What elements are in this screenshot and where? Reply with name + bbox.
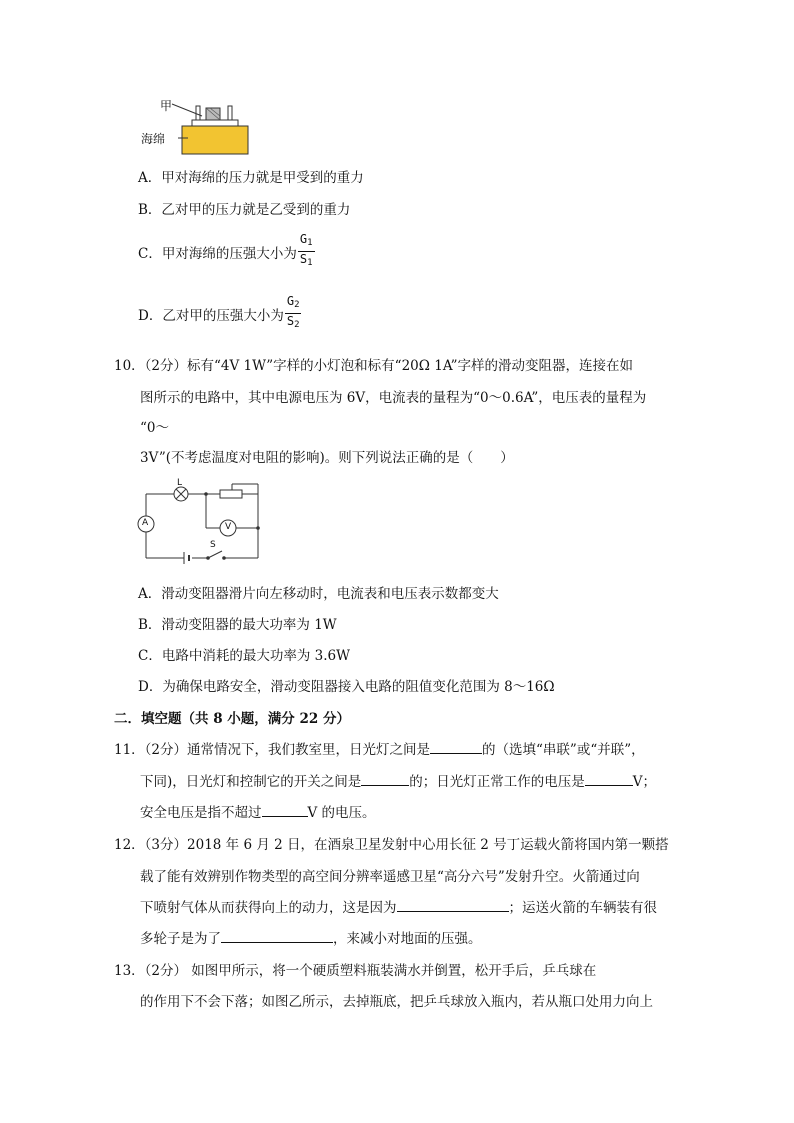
q10-line-4: 3V”(不考虑温度对电阻的影响)。则下列说法正确的是（ ） [140, 450, 514, 466]
q9-c-denominator: S [299, 252, 308, 266]
section-title: 二．填空题（共 8 小题，满分 22 分） [114, 711, 350, 727]
q11-line-3 [140, 801, 376, 821]
q12-line-3 [140, 896, 657, 916]
q12-text-4a: 多轮子是为了 [140, 931, 221, 947]
q12-text-4b: ，来减小对地面的压强。 [333, 931, 482, 947]
q12-line-1: 12．（3分）2018 年 6 月 2 日，在酒泉卫星发射中心用长征 2 号丁运载火箭将国内第一颗搭 [114, 837, 669, 853]
q9-option-d [138, 294, 301, 333]
q11-line-2 [140, 770, 656, 790]
q9-option-c [138, 232, 315, 271]
q11-text-3a: 安全电压是指不超过 [140, 805, 262, 821]
q10-line-1: 10．（2分）标有“4V 1W”字样的小灯泡和标有“20Ω 1A”字样的滑动变阻器，连接在如 [114, 358, 633, 374]
q9-c-denominator-sub: 1 [307, 258, 313, 268]
q11-line-1 [114, 738, 645, 758]
q9-c-numerator-sub: 1 [307, 238, 313, 248]
q10-option-d: D．为确保电路安全，滑动变阻器接入电路的阻值变化范围为 8～16Ω [138, 679, 555, 695]
q11-text-1a: 11．（2分）通常情况下，我们教室里，日光灯之间是 [114, 742, 431, 758]
circuit-label-a: A [142, 518, 149, 528]
q11-text-2c: V； [632, 774, 657, 790]
figure-label-jia: 甲 [160, 99, 173, 113]
q9-option-d-fraction [285, 294, 302, 333]
q10-option-b: B．滑动变阻器的最大功率为 1W [138, 617, 337, 633]
q9-option-b: B．乙对甲的压力就是乙受到的重力 [138, 202, 351, 218]
circuit-label-l: L [177, 478, 183, 488]
q13-line-1: 13．（2分） 如图甲所示，将一个硬质塑料瓶装满水并倒置，松开手后，乒乓球在 [114, 963, 597, 979]
circuit-diagram [132, 478, 272, 564]
q12-blank-1 [397, 897, 509, 912]
figure-label-sponge: 海绵 [141, 132, 166, 146]
q9-c-numerator: G [299, 232, 308, 246]
q11-text-2a: 下同)，日光灯和控制它的开关之间是 [140, 774, 362, 790]
q9-d-denominator-sub: 2 [294, 320, 300, 330]
q12-text-3b: ；运送火箭的车辆装有很 [508, 900, 657, 916]
q10-option-c: C．电路中消耗的最大功率为 3.6W [138, 648, 350, 664]
circuit-label-v: V [225, 522, 232, 532]
q12-line-2: 载了能有效辨别作物类型的高空间分辨率遥感卫星“高分六号”发射升空。火箭通过向 [140, 869, 640, 885]
q10-option-a: A．滑动变阻器滑片向左移动时，电流表和电压表示数都变大 [138, 586, 499, 602]
q12-blank-2 [221, 928, 333, 943]
q11-blank-2 [361, 771, 409, 786]
q9-option-c-text: C．甲对海绵的压强大小为 [138, 245, 297, 262]
q11-blank-4 [262, 802, 308, 817]
q9-option-d-text: D．乙对甲的压强大小为 [138, 307, 284, 324]
q11-blank-1 [430, 739, 482, 754]
q9-option-c-fraction [298, 232, 315, 271]
q11-blank-3 [585, 771, 633, 786]
q10-line-3: “0～ [140, 420, 169, 436]
q11-text-2b: 的；日光灯正常工作的电压是 [409, 774, 585, 790]
sponge-figure [138, 96, 258, 158]
q9-option-a: A．甲对海绵的压力就是甲受到的重力 [138, 170, 364, 186]
circuit-label-s: S [210, 540, 216, 550]
q12-line-4 [140, 927, 482, 947]
q9-d-numerator: G [286, 294, 295, 308]
q9-d-denominator: S [286, 314, 295, 328]
q10-line-2: 图所示的电路中，其中电源电压为 6V，电流表的量程为“0～0.6A”，电压表的量程为 [140, 390, 647, 406]
q9-d-numerator-sub: 2 [294, 300, 300, 310]
q13-line-2: 的作用下不会下落；如图乙所示，去掉瓶底，把乒乓球放入瓶内，若从瓶口处用力向上 [140, 994, 653, 1010]
q11-text-1b: 的（选填“串联”或“并联”， [482, 742, 645, 758]
q11-text-3b: V 的电压。 [307, 805, 376, 821]
q12-text-3a: 下喷射气体从而获得向上的动力，这是因为 [140, 900, 397, 916]
